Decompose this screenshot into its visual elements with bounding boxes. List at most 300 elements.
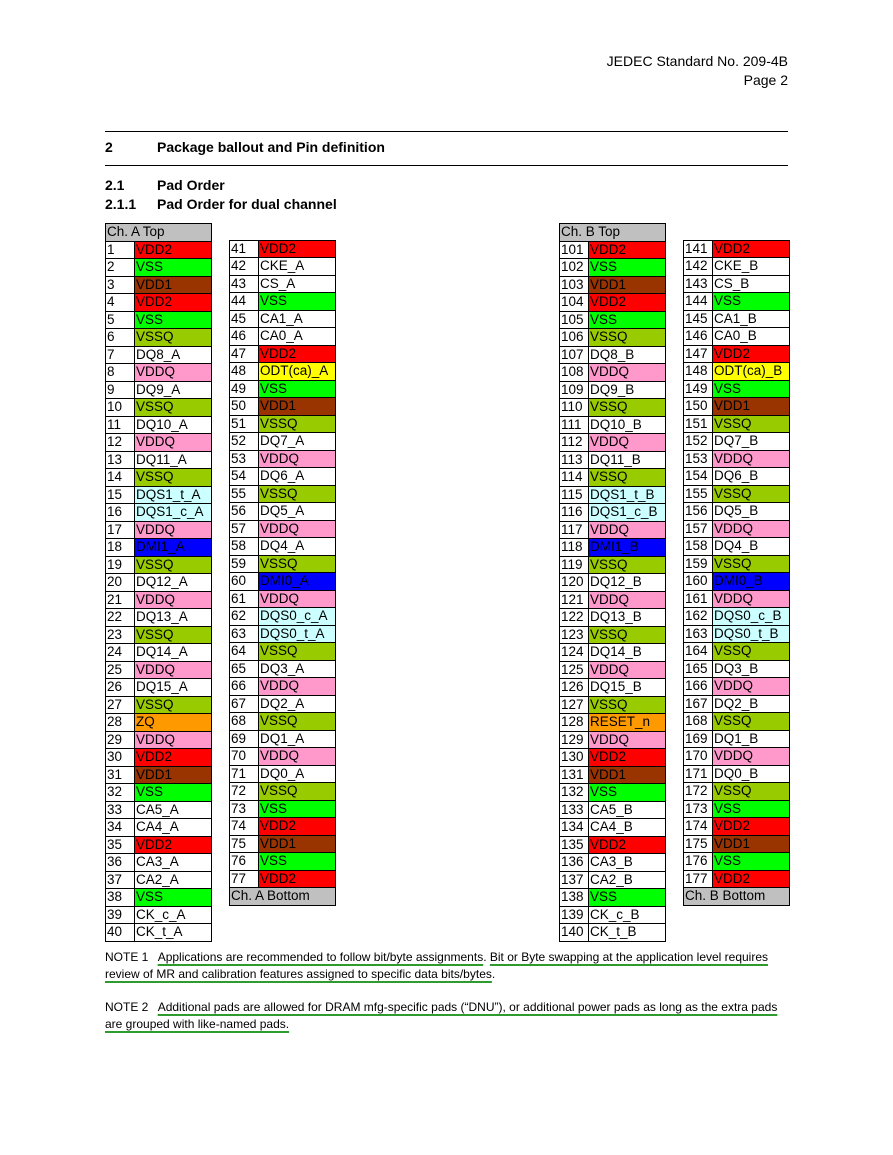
pad-row: [106, 399, 212, 417]
pad-signal: DMI0_B: [713, 573, 790, 591]
pad-row: [230, 835, 336, 853]
pad-number: 104: [560, 294, 589, 312]
subsection-number: 2.1: [105, 177, 125, 193]
pad-row: [230, 363, 336, 381]
pad-signal: VDDQ: [135, 521, 212, 539]
pad-number: 52: [230, 433, 259, 451]
pad-number: 4: [106, 294, 135, 312]
pad-number: 55: [230, 485, 259, 503]
pad-signal: DQS1_c_A: [135, 504, 212, 522]
pad-row: [684, 713, 790, 731]
pad-row: [106, 504, 212, 522]
pad-signal: VDD1: [589, 276, 666, 294]
pad-row: [106, 889, 212, 907]
pad-row: [560, 451, 666, 469]
pad-signal: VDD1: [135, 276, 212, 294]
pad-signal: DQ10_B: [589, 416, 666, 434]
pad-signal: VSSQ: [135, 329, 212, 347]
pad-number: 36: [106, 854, 135, 872]
pad-number: 60: [230, 573, 259, 591]
channel-a-pad-table-left: [105, 223, 212, 942]
pad-signal: VDD1: [713, 835, 790, 853]
pad-row: [106, 766, 212, 784]
pad-number: 56: [230, 503, 259, 521]
pad-row: [560, 259, 666, 277]
pad-signal: VSSQ: [135, 626, 212, 644]
pad-row: [560, 556, 666, 574]
pad-signal: VDD2: [713, 240, 790, 258]
pad-signal: CS_A: [259, 275, 336, 293]
pad-row: [230, 713, 336, 731]
pad-row: [684, 520, 790, 538]
pad-row: [106, 609, 212, 627]
pad-number: 128: [560, 714, 589, 732]
pad-row: [106, 906, 212, 924]
pad-signal: VSS: [713, 800, 790, 818]
pad-signal: VDDQ: [713, 678, 790, 696]
pad-signal: VSS: [135, 784, 212, 802]
pad-row: [230, 870, 336, 888]
pad-signal: VSSQ: [135, 556, 212, 574]
pad-number: 174: [684, 818, 713, 836]
pad-number: 9: [106, 381, 135, 399]
pad-signal: DQ3_B: [713, 660, 790, 678]
pad-number: 161: [684, 590, 713, 608]
pad-row: [230, 538, 336, 556]
pad-signal: VDD2: [259, 870, 336, 888]
pad-number: 101: [560, 241, 589, 259]
pad-signal: VDDQ: [589, 661, 666, 679]
pad-number: 122: [560, 609, 589, 627]
pad-number: 126: [560, 679, 589, 697]
pad-row: [230, 485, 336, 503]
pad-signal: VDDQ: [589, 521, 666, 539]
pad-signal: CA0_A: [259, 328, 336, 346]
pad-signal: VDD1: [259, 398, 336, 416]
pad-signal: CS_B: [713, 275, 790, 293]
pad-signal: VDD2: [713, 870, 790, 888]
pad-number: 165: [684, 660, 713, 678]
pad-row: [230, 765, 336, 783]
pad-signal: VDD1: [259, 835, 336, 853]
pad-number: 43: [230, 275, 259, 293]
pad-row: [230, 818, 336, 836]
pad-number: 134: [560, 819, 589, 837]
pad-signal: DQ4_B: [713, 538, 790, 556]
pad-signal: VSSQ: [713, 555, 790, 573]
pad-row: [230, 608, 336, 626]
pad-number: 171: [684, 765, 713, 783]
pad-row: [106, 801, 212, 819]
pad-number: 158: [684, 538, 713, 556]
pad-number: 16: [106, 504, 135, 522]
pad-signal: VSS: [135, 311, 212, 329]
pad-row: [560, 486, 666, 504]
pad-row: [106, 259, 212, 277]
pad-number: 13: [106, 451, 135, 469]
section-rule-top: [105, 131, 788, 132]
pad-row: [230, 520, 336, 538]
pad-signal: DQ2_B: [713, 695, 790, 713]
pad-number: 119: [560, 556, 589, 574]
pad-number: 24: [106, 644, 135, 662]
pad-number: 32: [106, 784, 135, 802]
pad-number: 173: [684, 800, 713, 818]
pad-row: [684, 695, 790, 713]
subsection-heading: [105, 176, 225, 194]
channel-a-bottom-label: Ch. A Bottom: [230, 888, 336, 906]
pad-signal: CA3_B: [589, 854, 666, 872]
pad-row: [560, 364, 666, 382]
pad-row: [230, 275, 336, 293]
pad-signal: DQS0_c_A: [259, 608, 336, 626]
pad-signal: VDDQ: [713, 520, 790, 538]
pad-number: 77: [230, 870, 259, 888]
pad-signal: VDDQ: [135, 364, 212, 382]
pad-signal: CK_c_A: [135, 906, 212, 924]
pad-signal: VSSQ: [135, 399, 212, 417]
pad-number: 30: [106, 749, 135, 767]
pad-signal: VSSQ: [259, 643, 336, 661]
pad-row: [230, 258, 336, 276]
pad-signal: VSSQ: [589, 469, 666, 487]
pad-number: 19: [106, 556, 135, 574]
pad-number: 76: [230, 853, 259, 871]
pad-signal: DQ5_B: [713, 503, 790, 521]
pad-number: 42: [230, 258, 259, 276]
pad-row: [684, 625, 790, 643]
pad-signal: VSSQ: [589, 556, 666, 574]
channel-b-top-label: Ch. B Top: [560, 224, 666, 242]
pad-signal: VDDQ: [135, 591, 212, 609]
pad-number: 156: [684, 503, 713, 521]
pad-number: 41: [230, 240, 259, 258]
pad-number: 146: [684, 328, 713, 346]
pad-number: 12: [106, 434, 135, 452]
pad-number: 31: [106, 766, 135, 784]
pad-row: [560, 819, 666, 837]
channel-b-top-label-row: [560, 224, 666, 242]
pad-signal: DQ3_A: [259, 660, 336, 678]
pad-number: 153: [684, 450, 713, 468]
running-header: [607, 52, 788, 90]
section-heading: [105, 138, 385, 156]
pad-row: [684, 800, 790, 818]
pad-signal: DQ7_B: [713, 433, 790, 451]
pad-number: 39: [106, 906, 135, 924]
pad-row: [560, 416, 666, 434]
spacer-row: [230, 223, 336, 240]
note-1-separator: .: [483, 950, 490, 964]
pad-row: [684, 643, 790, 661]
pad-row: [230, 625, 336, 643]
pad-signal: VDD2: [259, 818, 336, 836]
pad-number: 124: [560, 644, 589, 662]
pad-row: [230, 695, 336, 713]
pad-row: [230, 450, 336, 468]
pad-row: [684, 660, 790, 678]
pad-number: 106: [560, 329, 589, 347]
pad-number: 151: [684, 415, 713, 433]
pad-signal: DQS1_t_A: [135, 486, 212, 504]
note-1-end: .: [491, 967, 496, 981]
pad-signal: VSS: [589, 889, 666, 907]
pad-signal: VSSQ: [713, 643, 790, 661]
pad-signal: DMI1_B: [589, 539, 666, 557]
pad-signal: DQ9_A: [135, 381, 212, 399]
pad-number: 111: [560, 416, 589, 434]
pad-row: [106, 644, 212, 662]
channel-b-pad-table-left: [559, 223, 666, 942]
pad-row: [560, 626, 666, 644]
pad-signal: VSS: [589, 259, 666, 277]
pad-signal: CKE_B: [713, 258, 790, 276]
pad-number: 37: [106, 871, 135, 889]
pad-row: [684, 765, 790, 783]
pad-number: 70: [230, 748, 259, 766]
pad-row: [684, 293, 790, 311]
pad-signal: DQ6_A: [259, 468, 336, 486]
pad-number: 5: [106, 311, 135, 329]
pad-number: 68: [230, 713, 259, 731]
pad-row: [230, 678, 336, 696]
pad-signal: CA3_A: [135, 854, 212, 872]
pad-number: 168: [684, 713, 713, 731]
pad-signal: VSSQ: [713, 485, 790, 503]
pad-row: [684, 503, 790, 521]
pad-row: [230, 555, 336, 573]
pad-row: [560, 696, 666, 714]
pad-signal: VDDQ: [713, 450, 790, 468]
pad-number: 125: [560, 661, 589, 679]
pad-row: [106, 276, 212, 294]
pad-row: [106, 294, 212, 312]
pad-row: [106, 679, 212, 697]
channel-a-top-label: Ch. A Top: [106, 224, 212, 242]
pad-row: [684, 555, 790, 573]
pad-row: [106, 556, 212, 574]
pad-row: [230, 380, 336, 398]
pad-number: 49: [230, 380, 259, 398]
pad-signal: DQ6_B: [713, 468, 790, 486]
pad-row: [684, 870, 790, 888]
pad-number: 2: [106, 259, 135, 277]
pad-number: 169: [684, 730, 713, 748]
pad-number: 115: [560, 486, 589, 504]
pad-signal: DQ15_B: [589, 679, 666, 697]
pad-number: 51: [230, 415, 259, 433]
pad-row: [106, 696, 212, 714]
pad-signal: DQ2_A: [259, 695, 336, 713]
pad-row: [560, 731, 666, 749]
pad-row: [106, 434, 212, 452]
pad-number: 129: [560, 731, 589, 749]
pad-row: [230, 415, 336, 433]
pad-signal: DQ9_B: [589, 381, 666, 399]
pad-number: 47: [230, 345, 259, 363]
pad-number: 69: [230, 730, 259, 748]
pad-row: [106, 819, 212, 837]
pad-row: [684, 380, 790, 398]
pad-signal: DQ8_A: [135, 346, 212, 364]
pad-signal: DQ7_A: [259, 433, 336, 451]
pad-number: 62: [230, 608, 259, 626]
pad-signal: VDDQ: [259, 678, 336, 696]
subsubsection-number: 2.1.1: [105, 196, 137, 212]
pad-number: 38: [106, 889, 135, 907]
pad-number: 177: [684, 870, 713, 888]
pad-number: 110: [560, 399, 589, 417]
pad-number: 48: [230, 363, 259, 381]
pad-number: 138: [560, 889, 589, 907]
pad-row: [560, 504, 666, 522]
pad-row: [684, 468, 790, 486]
pad-signal: DQ12_A: [135, 574, 212, 592]
pad-number: 61: [230, 590, 259, 608]
pad-row: [230, 345, 336, 363]
pad-number: 74: [230, 818, 259, 836]
pad-row: [684, 730, 790, 748]
pad-number: 40: [106, 924, 135, 942]
pad-signal: DQ14_B: [589, 644, 666, 662]
pad-signal: VSS: [135, 889, 212, 907]
pad-number: 175: [684, 835, 713, 853]
pad-signal: VSS: [589, 784, 666, 802]
pad-row: [106, 346, 212, 364]
pad-signal: DQ5_A: [259, 503, 336, 521]
pad-signal: VDDQ: [135, 434, 212, 452]
pad-signal: ZQ: [135, 714, 212, 732]
pad-signal: CA5_B: [589, 801, 666, 819]
pad-signal: DQ1_B: [713, 730, 790, 748]
pad-row: [230, 660, 336, 678]
pad-row: [684, 275, 790, 293]
pad-row: [684, 328, 790, 346]
section-number: 2: [105, 139, 113, 155]
pad-signal: VDDQ: [589, 434, 666, 452]
pad-number: 152: [684, 433, 713, 451]
pad-number: 10: [106, 399, 135, 417]
pad-signal: DQ12_B: [589, 574, 666, 592]
pad-number: 147: [684, 345, 713, 363]
pad-number: 75: [230, 835, 259, 853]
pad-number: 103: [560, 276, 589, 294]
pad-number: 148: [684, 363, 713, 381]
pad-row: [684, 853, 790, 871]
pad-signal: VDDQ: [135, 661, 212, 679]
pad-signal: VSS: [713, 380, 790, 398]
pad-number: 164: [684, 643, 713, 661]
pad-signal: CKE_A: [259, 258, 336, 276]
pad-signal: VSSQ: [589, 329, 666, 347]
pad-number: 11: [106, 416, 135, 434]
pad-number: 145: [684, 310, 713, 328]
pad-number: 157: [684, 520, 713, 538]
pad-row: [230, 853, 336, 871]
pad-number: 29: [106, 731, 135, 749]
pad-row: [560, 591, 666, 609]
pad-signal: CA1_B: [713, 310, 790, 328]
pad-row: [106, 591, 212, 609]
pad-signal: DQS0_t_B: [713, 625, 790, 643]
pad-number: 149: [684, 380, 713, 398]
pad-number: 67: [230, 695, 259, 713]
standard-number: JEDEC Standard No. 209-4B: [606, 53, 788, 69]
pad-signal: VSS: [713, 853, 790, 871]
pad-row: [560, 381, 666, 399]
pad-number: 45: [230, 310, 259, 328]
channel-a-top-label-row: [106, 224, 212, 242]
pad-row: [106, 661, 212, 679]
pad-number: 66: [230, 678, 259, 696]
pad-number: 142: [684, 258, 713, 276]
section-rule-bottom: [105, 165, 788, 166]
pad-signal: DQ1_A: [259, 730, 336, 748]
pad-row: [684, 258, 790, 276]
pad-number: 167: [684, 695, 713, 713]
subsubsection-heading: [105, 195, 337, 213]
pad-signal: VDD1: [589, 766, 666, 784]
pad-row: [560, 294, 666, 312]
pad-signal: CK_c_B: [589, 906, 666, 924]
pad-signal: VDD2: [259, 345, 336, 363]
spacer-row: [684, 223, 790, 240]
pad-number: 15: [106, 486, 135, 504]
pad-row: [230, 240, 336, 258]
pad-row: [560, 714, 666, 732]
pad-signal: VSSQ: [589, 626, 666, 644]
pad-number: 143: [684, 275, 713, 293]
pad-number: 163: [684, 625, 713, 643]
pad-row: [560, 924, 666, 942]
pad-signal: VDD2: [589, 836, 666, 854]
channel-b-bottom-label-row: [684, 888, 790, 906]
pad-number: 21: [106, 591, 135, 609]
pad-signal: VSS: [589, 311, 666, 329]
pad-signal: VDD2: [713, 345, 790, 363]
pad-row: [230, 590, 336, 608]
pad-row: [230, 783, 336, 801]
pad-row: [560, 644, 666, 662]
pad-row: [560, 661, 666, 679]
pad-number: 72: [230, 783, 259, 801]
pad-signal: VDD1: [713, 398, 790, 416]
pad-row: [684, 783, 790, 801]
pad-signal: CK_t_B: [589, 924, 666, 942]
pad-number: 172: [684, 783, 713, 801]
pad-row: [560, 329, 666, 347]
pad-row: [230, 398, 336, 416]
pad-row: [106, 836, 212, 854]
pad-signal: VSSQ: [259, 783, 336, 801]
pad-row: [230, 748, 336, 766]
pad-signal: DQ15_A: [135, 679, 212, 697]
pad-row: [106, 311, 212, 329]
pad-number: 63: [230, 625, 259, 643]
pad-row: [560, 766, 666, 784]
pad-row: [106, 539, 212, 557]
pad-signal: VDD2: [589, 749, 666, 767]
pad-row: [560, 854, 666, 872]
pad-signal: VDD2: [589, 294, 666, 312]
pad-number: 108: [560, 364, 589, 382]
pad-signal: VDD2: [589, 241, 666, 259]
pad-number: 46: [230, 328, 259, 346]
pad-row: [684, 415, 790, 433]
pad-number: 53: [230, 450, 259, 468]
pad-row: [560, 801, 666, 819]
pad-signal: VSSQ: [135, 469, 212, 487]
